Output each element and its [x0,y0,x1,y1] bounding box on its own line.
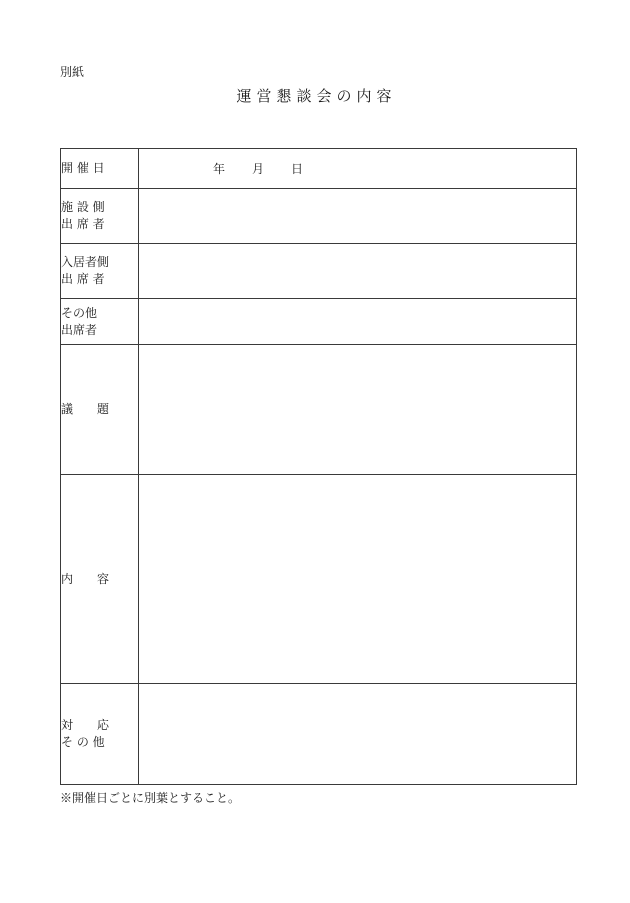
resident-attendees-field[interactable] [139,244,577,299]
label-agenda [61,345,139,475]
response-other-field[interactable] [139,684,577,785]
date-placeholder: 年 月 日 [213,162,305,176]
label-resident-line-2: 出 席 者 [61,272,105,286]
other-attendees-field[interactable] [139,299,577,345]
meeting-form-table [60,148,577,785]
label-other-line-1: その他 [61,305,98,320]
agenda-field[interactable] [139,345,577,475]
label-facility-line-1: 施 設 側 [61,200,105,214]
label-resident-line-1: 入居者側 [61,255,110,269]
label-response-line-1: 対 応 [61,718,110,732]
label-facility-attendees [61,189,139,244]
label-response-other [61,684,139,785]
row-agenda [61,345,577,475]
row-date [61,149,577,189]
label-other-attendees [61,299,139,345]
row-resident-attendees [61,244,577,299]
row-response-other [61,684,577,785]
date-field[interactable] [139,149,577,189]
row-facility-attendees [61,189,577,244]
label-agenda-line-1: 議 題 [61,402,110,416]
label-facility-line-2: 出 席 者 [61,217,105,231]
row-other-attendees [61,299,577,345]
label-date [61,149,139,189]
label-content-line-1: 内 容 [61,571,110,586]
label-resident-attendees [61,244,139,299]
facility-attendees-field[interactable] [139,189,577,244]
label-date-line-1: 開 催 日 [61,161,105,175]
attachment-label: 別紙 [60,65,85,79]
row-content [61,475,577,684]
content-field[interactable] [139,475,577,684]
label-other-line-2: 出席者 [61,322,98,337]
footer-note: ※開催日ごとに別葉とすること。 [60,791,241,805]
document-title: 運営懇談会の内容 [236,87,397,105]
label-content [61,475,139,684]
label-response-line-2: そ の 他 [61,735,105,749]
